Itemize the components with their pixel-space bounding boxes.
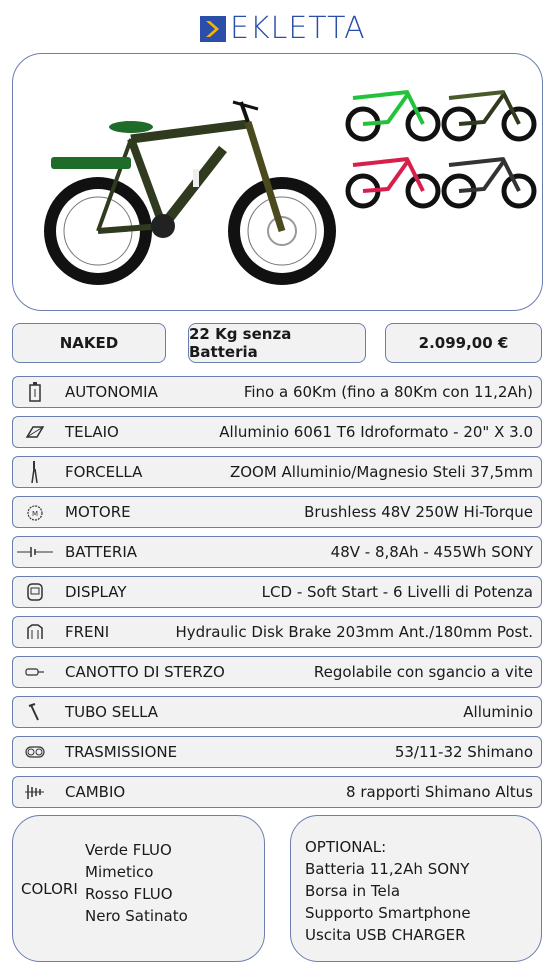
color-option: Rosso FLUO: [85, 885, 173, 903]
spec-label: BATTERIA: [65, 543, 138, 561]
variant-green-image: [348, 92, 438, 139]
spec-label: MOTORE: [65, 503, 131, 521]
spec-value: 8 rapporti Shimano Altus: [346, 783, 533, 801]
brand-name: EKLETTA: [230, 11, 366, 46]
spec-row-canotto: [12, 656, 542, 688]
model-name: NAKED: [12, 323, 166, 363]
frame-icon: [25, 422, 45, 442]
spec-row-tubo-sella: [12, 696, 542, 728]
optional-item: Supporto Smartphone: [305, 904, 471, 922]
logo-chevron-icon: [200, 16, 226, 42]
spec-label: TELAIO: [65, 423, 119, 441]
spec-row-trasmissione: [12, 736, 542, 768]
fork-icon: [25, 462, 45, 482]
spec-row-forcella: [12, 456, 542, 488]
display-icon: [25, 582, 45, 602]
price-badge: 2.099,00 €: [385, 323, 542, 363]
brand-logo: [200, 12, 366, 46]
spec-label: CANOTTO DI STERZO: [65, 663, 225, 681]
spec-value: Alluminio: [463, 703, 533, 721]
spec-value: ZOOM Alluminio/Magnesio Steli 37,5mm: [229, 463, 533, 481]
colors-list: [85, 839, 188, 927]
spec-value: 48V - 8,8Ah - 455Wh SONY: [330, 543, 533, 561]
motor-icon: [25, 502, 45, 522]
bike-illustration: [13, 54, 542, 310]
spec-row-freni: [12, 616, 542, 648]
spec-label: TUBO SELLA: [65, 703, 159, 721]
spec-value: Fino a 60Km (fino a 80Km con 11,2Ah): [243, 383, 533, 401]
spec-value: Alluminio 6061 T6 Idroformato - 20" X 3.0: [219, 423, 533, 441]
colors-label: COLORI: [21, 880, 78, 898]
seatpost-icon: [25, 702, 45, 722]
optional-title: OPTIONAL:: [305, 838, 387, 856]
svg-text:M: M: [31, 510, 39, 518]
spec-value: Hydraulic Disk Brake 203mm Ant./180mm Post.: [175, 623, 533, 641]
spec-row-cambio: [12, 776, 542, 808]
color-option: Nero Satinato: [85, 907, 188, 925]
spec-row-autonomia: [12, 376, 542, 408]
color-option: Mimetico: [85, 863, 154, 881]
spec-row-motore: [12, 496, 542, 528]
color-option: Verde FLUO: [85, 841, 172, 859]
variant-camo-image: [444, 92, 534, 139]
spec-label: TRASMISSIONE: [65, 743, 178, 761]
main-bike-image: [50, 102, 330, 279]
spec-value: Brushless 48V 250W Hi-Torque: [304, 503, 533, 521]
spec-label: FORCELLA: [65, 463, 143, 481]
spec-value: 53/11-32 Shimano: [394, 743, 533, 761]
spec-label: FRENI: [65, 623, 110, 641]
spec-row-display: [12, 576, 542, 608]
variant-red-image: [348, 159, 438, 206]
optional-item: Uscita USB CHARGER: [305, 926, 466, 944]
optional-item: Batteria 11,2Ah SONY: [305, 860, 470, 878]
spec-label: AUTONOMIA: [65, 383, 158, 401]
weight-badge: 22 Kg senza Batteria: [188, 323, 366, 363]
battery-icon: [25, 382, 45, 402]
cassette-icon: [25, 782, 45, 802]
spec-row-telaio: [12, 416, 542, 448]
optional-list: [305, 836, 471, 946]
variant-black-image: [444, 159, 534, 206]
steering-icon: [25, 662, 45, 682]
optional-box: [290, 815, 542, 962]
hero-image-panel: [12, 53, 543, 311]
chainring-icon: [25, 742, 45, 762]
colors-box: [12, 815, 265, 962]
spec-label: DISPLAY: [65, 583, 127, 601]
brake-icon: [25, 622, 45, 642]
spec-row-batteria: [12, 536, 542, 568]
optional-item: Borsa in Tela: [305, 882, 401, 900]
spec-value: Regolabile con sgancio a vite: [313, 663, 533, 681]
battery-pack-icon: [17, 542, 53, 562]
spec-value: LCD - Soft Start - 6 Livelli di Potenza: [261, 583, 533, 601]
spec-label: CAMBIO: [65, 783, 126, 801]
